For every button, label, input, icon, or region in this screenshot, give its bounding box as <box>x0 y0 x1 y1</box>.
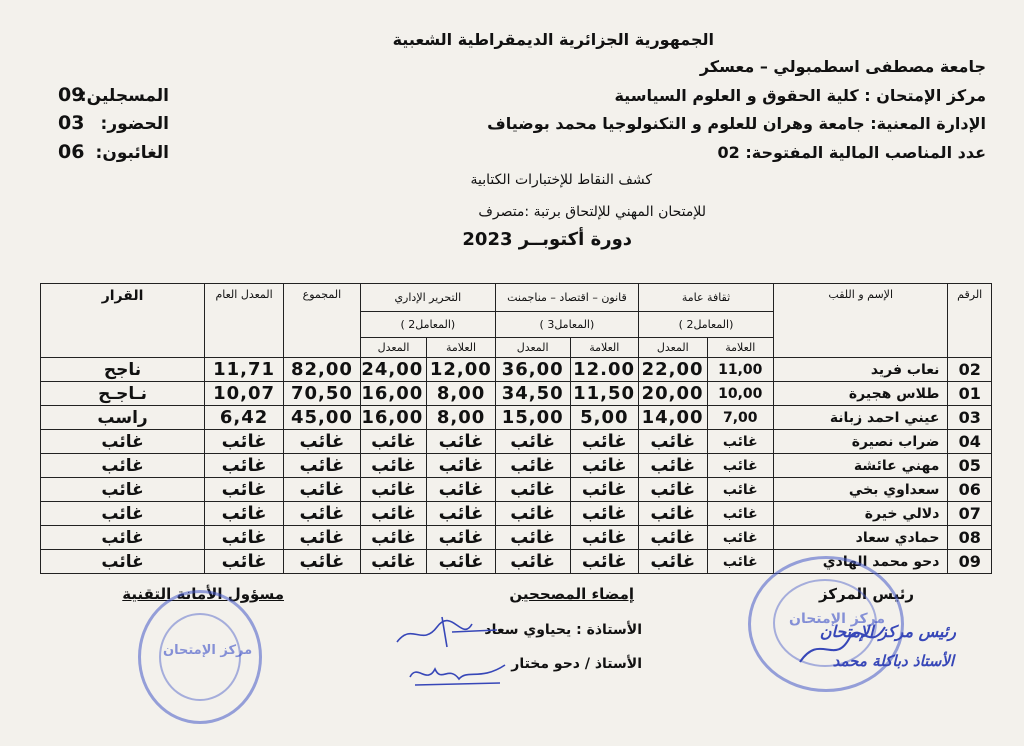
law-mark: غائب <box>570 550 639 574</box>
culture-mark-header: العلامة <box>707 338 773 358</box>
total-score: 70,50 <box>284 382 361 406</box>
law-mark: غائب <box>570 526 639 550</box>
culture-weighted-header: المعدل <box>639 338 708 358</box>
center-head-signature-line1: رئيس مركز الإمتحان <box>819 622 956 641</box>
writing-weighted: 16,00 <box>360 406 426 430</box>
total-score: غائب <box>284 430 361 454</box>
writing-weighted: 16,00 <box>360 382 426 406</box>
culture-weighted: غائب <box>639 502 708 526</box>
general-average: 6,42 <box>205 406 284 430</box>
row-number: 03 <box>948 406 992 430</box>
positions-line: عدد المناصب المالية المفتوحة: 02 <box>717 143 986 162</box>
row-number: 07 <box>948 502 992 526</box>
general-average: غائب <box>205 478 284 502</box>
registered-label: المسجلين: <box>79 86 169 106</box>
header-culture: ثقافة عامة <box>639 284 774 312</box>
row-number: 05 <box>948 454 992 478</box>
absent-value: 06 <box>58 141 85 163</box>
culture-mark: غائب <box>707 502 773 526</box>
writing-weighted: 24,00 <box>360 358 426 382</box>
culture-mark: 7,00 <box>707 406 773 430</box>
culture-weighted: غائب <box>639 550 708 574</box>
writing-weighted: غائب <box>360 478 426 502</box>
candidate-name: سعداوي بخي <box>774 478 948 502</box>
corrector-1: الأستاذة : يحياوي سعاد <box>484 622 642 638</box>
table-row <box>41 358 992 382</box>
culture-mark: غائب <box>707 550 773 574</box>
culture-coefficient: (المعامل2 ) <box>639 312 774 338</box>
table-row <box>41 430 992 454</box>
culture-mark: غائب <box>707 430 773 454</box>
center-head-scribble <box>790 612 890 672</box>
law-weighted: غائب <box>495 526 570 550</box>
candidate-name: عيني احمد زبانة <box>774 406 948 430</box>
header-writing: التحرير الإداري <box>360 284 495 312</box>
writing-weighted: غائب <box>360 454 426 478</box>
candidate-name: مهني عائشة <box>774 454 948 478</box>
writing-weighted: غائب <box>360 502 426 526</box>
culture-weighted: غائب <box>639 526 708 550</box>
law-weighted: غائب <box>495 502 570 526</box>
absent-label: الغائبون: <box>95 143 169 163</box>
present-label: الحضور: <box>100 114 169 134</box>
law-weighted: 36,00 <box>495 358 570 382</box>
general-average: غائب <box>205 430 284 454</box>
writing-mark: 12,00 <box>427 358 496 382</box>
correctors-label: إمضاء المصححين <box>509 585 634 603</box>
law-coefficient: (المعامل3 ) <box>495 312 638 338</box>
total-score: غائب <box>284 478 361 502</box>
law-mark: غائب <box>570 430 639 454</box>
session-line: دورة أكتوبــر 2023 <box>462 229 632 250</box>
total-score: 45,00 <box>284 406 361 430</box>
law-mark: 12.00 <box>570 358 639 382</box>
table-row <box>41 502 992 526</box>
center-head-label: رئيس المركز <box>818 585 914 603</box>
writing-mark: غائب <box>427 478 496 502</box>
writing-mark: غائب <box>427 550 496 574</box>
decision: غائب <box>41 526 205 550</box>
culture-mark: غائب <box>707 454 773 478</box>
writing-mark: 8,00 <box>427 382 496 406</box>
center-head-signature-line2: الأستاذ دباكلة محمد <box>832 652 954 670</box>
culture-mark: غائب <box>707 526 773 550</box>
writing-mark: غائب <box>427 526 496 550</box>
writing-weighted: غائب <box>360 526 426 550</box>
decision: غائب <box>41 454 205 478</box>
law-weighted: 34,50 <box>495 382 570 406</box>
writing-weighted: غائب <box>360 550 426 574</box>
writing-mark: غائب <box>427 454 496 478</box>
row-number: 08 <box>948 526 992 550</box>
law-weighted: 15,00 <box>495 406 570 430</box>
table-row <box>41 526 992 550</box>
decision: راسب <box>41 406 205 430</box>
header-name: الإسم و اللقب <box>774 284 948 358</box>
culture-weighted: 14,00 <box>639 406 708 430</box>
exam-center-line: مركز الإمتحان : كلية الحقوق و العلوم السياسية <box>614 86 986 105</box>
candidate-name: طلاس هجيرة <box>774 382 948 406</box>
law-mark-header: العلامة <box>570 338 639 358</box>
general-average: 10,07 <box>205 382 284 406</box>
writing-mark: غائب <box>427 430 496 454</box>
results-table <box>40 283 992 574</box>
row-number: 04 <box>948 430 992 454</box>
total-score: غائب <box>284 454 361 478</box>
writing-coefficient: (المعامل2 ) <box>360 312 495 338</box>
total-score: غائب <box>284 550 361 574</box>
law-weighted: غائب <box>495 430 570 454</box>
writing-mark: 8,00 <box>427 406 496 430</box>
header-number: الرقم <box>948 284 992 358</box>
row-number: 06 <box>948 478 992 502</box>
total-score: غائب <box>284 502 361 526</box>
decision: نـاجـح <box>41 382 205 406</box>
law-weighted: غائب <box>495 454 570 478</box>
decision: غائب <box>41 550 205 574</box>
general-average: غائب <box>205 526 284 550</box>
law-mark: غائب <box>570 502 639 526</box>
general-average: غائب <box>205 454 284 478</box>
law-weighted-header: المعدل <box>495 338 570 358</box>
corrector-2-signature <box>405 655 515 691</box>
law-mark: 5,00 <box>570 406 639 430</box>
header-decision: القرار <box>41 284 205 358</box>
header-average: المعدل العام <box>205 284 284 358</box>
row-number: 09 <box>948 550 992 574</box>
table-row <box>41 406 992 430</box>
decision: غائب <box>41 502 205 526</box>
candidate-name: ضراب نصيرة <box>774 430 948 454</box>
writing-mark: غائب <box>427 502 496 526</box>
center-head-stamp-text: مركز الإمتحان <box>789 611 886 627</box>
culture-weighted: غائب <box>639 478 708 502</box>
decision: غائب <box>41 430 205 454</box>
law-weighted: غائب <box>495 478 570 502</box>
candidate-name: نعاب فريد <box>774 358 948 382</box>
writing-weighted: غائب <box>360 430 426 454</box>
candidate-name: دلالي خيرة <box>774 502 948 526</box>
total-score: 82,00 <box>284 358 361 382</box>
total-score: غائب <box>284 526 361 550</box>
culture-weighted: 20,00 <box>639 382 708 406</box>
law-mark: 11,50 <box>570 382 639 406</box>
general-average: غائب <box>205 502 284 526</box>
culture-weighted: غائب <box>639 430 708 454</box>
tech-secretariat-stamp <box>138 590 262 724</box>
corrector-1-signature <box>392 612 502 652</box>
law-mark: غائب <box>570 454 639 478</box>
registered-value: 09 <box>58 84 85 106</box>
table-row <box>41 382 992 406</box>
present-value: 03 <box>58 112 85 134</box>
culture-weighted: غائب <box>639 454 708 478</box>
header-total: المجموع <box>284 284 361 358</box>
row-number: 01 <box>948 382 992 406</box>
culture-mark: 11,00 <box>707 358 773 382</box>
candidate-name: حمادي سعاد <box>774 526 948 550</box>
candidate-name: دحو محمد الهادي <box>774 550 948 574</box>
table-row <box>41 454 992 478</box>
general-average: 11,71 <box>205 358 284 382</box>
decision: ناجح <box>41 358 205 382</box>
decision: غائب <box>41 478 205 502</box>
writing-weighted-header: المعدل <box>360 338 426 358</box>
administration-line: الإدارة المعنية: جامعة وهران للعلوم و التكنولوجيا محمد بوضياف <box>487 114 986 133</box>
republic-heading: الجمهورية الجزائرية الديمقراطية الشعبية <box>392 30 714 49</box>
law-mark: غائب <box>570 478 639 502</box>
sheet-title: كشف النقاط للإختبارات الكتابية <box>470 172 652 188</box>
culture-mark: 10,00 <box>707 382 773 406</box>
culture-weighted: 22,00 <box>639 358 708 382</box>
tech-stamp-text: مركز الإمتحان <box>163 643 253 658</box>
table-row <box>41 478 992 502</box>
row-number: 02 <box>948 358 992 382</box>
culture-mark: غائب <box>707 478 773 502</box>
tech-secretariat-label: مسؤول الأمانة التقنية <box>122 585 284 603</box>
general-average: غائب <box>205 550 284 574</box>
corrector-2: الأستاذ / دحو مختار <box>511 656 642 672</box>
writing-mark-header: العلامة <box>427 338 496 358</box>
law-weighted: غائب <box>495 550 570 574</box>
university-line: جامعة مصطفى اسطمبولي – معسكر <box>699 57 986 76</box>
exam-rank-line: للإمتحان المهني للإلتحاق برتبة :متصرف <box>478 204 706 220</box>
header-law: قانون – اقتصاد – مناجمنت <box>495 284 638 312</box>
